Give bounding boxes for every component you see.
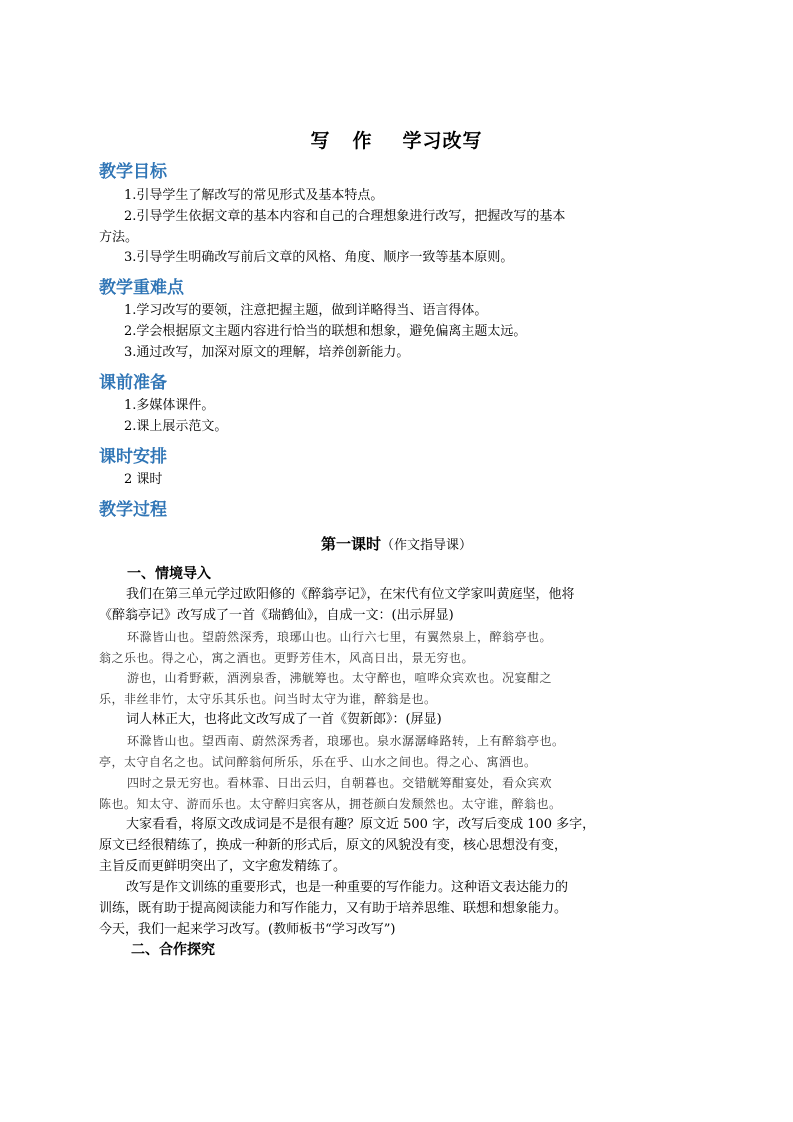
paragraph-line: 改写是作文训练的重要形式，也是一种重要的写作能力。这种语文表达能力的 <box>126 880 569 895</box>
paragraph-line: 原文已经很精练了，换成一种新的形式后，原文的风貌没有变，核心思想没有变， <box>99 838 568 853</box>
preparation-item: 2.课上展示范文。 <box>124 419 228 434</box>
schedule-item: 2 课时 <box>124 472 163 487</box>
poem-line: 亭，太守自名之也。试问醉翁何所乐，乐在乎、山水之间也。得之心、寓酒也。 <box>99 755 537 769</box>
page-title <box>0 126 793 153</box>
lesson-note: （作文指导课） <box>381 538 473 553</box>
paragraph-line: 主旨反而更鲜明突出了，文字愈发精练了。 <box>99 859 347 874</box>
mid-line: 词人林正大，也将此文改写成了一首《贺新郎》：(屏显) <box>126 712 442 727</box>
intro-line: 《醉翁亭记》改写成了一首《瑞鹤仙》，自成一文：(出示屏显) <box>99 608 454 623</box>
title-main: 学习改写 <box>402 130 483 152</box>
heading-key-points: 教学重难点 <box>99 278 184 298</box>
part-1-title: 一、情境导入 <box>127 566 211 582</box>
part-2-title: 二、合作探究 <box>131 942 215 958</box>
preparation-item: 1.多媒体课件。 <box>124 398 215 413</box>
paragraph-line: 今天，我们一起来学习改写。(教师板书“学习改写”) <box>99 922 396 937</box>
paragraph-line: 训练，既有助于提高阅读能力和写作能力，又有助于培养思维、联想和想象能力。 <box>99 901 568 916</box>
paragraph-line: 大家看看，将原文改成词是不是很有趣？原文近 500 字，改写后变成 100 多字， <box>126 817 596 832</box>
key-point-item: 1.学习改写的要领，注意把握主题，做到详略得当、语言得体。 <box>124 303 488 318</box>
poem-line: 乐，非丝非竹，太守乐其乐也。问当时太守为谁，醉翁是也。 <box>99 692 437 706</box>
poem-line: 翁之乐也。得之心，寓之酒也。更野芳佳木，风高日出，景无穷也。 <box>99 651 475 665</box>
key-point-item: 2.学会根据原文主题内容进行恰当的联想和想象，避免偏离主题太远。 <box>124 324 527 339</box>
poem-line: 陈也。知太守、游而乐也。太守醉归宾客从，拥苍颜白发颓然也。太守谁，醉翁也。 <box>99 797 562 811</box>
heading-teaching-goals: 教学目标 <box>99 162 167 182</box>
title-char-2: 作 <box>352 130 373 152</box>
title-char-1: 写 <box>310 130 331 152</box>
lesson-title-text: 第一课时 <box>320 535 381 553</box>
heading-schedule: 课时安排 <box>99 447 167 467</box>
heading-process: 教学过程 <box>99 500 167 520</box>
goal-item: 3.引导学生明确改写前后文章的风格、角度、顺序一致等基本原则。 <box>124 250 514 265</box>
poem-line: 环滁皆山也。望蔚然深秀，琅琊山也。山行六七里，有翼然泉上，醉翁亭也。 <box>127 630 553 644</box>
key-point-item: 3.通过改写，加深对原文的理解，培养创新能力。 <box>124 345 410 360</box>
poem-line: 环滁皆山也。望西南、蔚然深秀者，琅琊也。泉水潺潺峰路转，上有醉翁亭也。 <box>127 734 565 748</box>
lesson-title <box>0 533 793 554</box>
goal-item-continued: 方法。 <box>99 230 139 245</box>
poem-line: 游也，山肴野蔌，酒洌泉香，沸觥筹也。太守醉也，喧哗众宾欢也。况宴酣之 <box>127 671 553 685</box>
goal-item: 1.引导学生了解改写的常见形式及基本特点。 <box>124 188 384 203</box>
intro-line: 我们在第三单元学过欧阳修的《醉翁亭记》，在宋代有位文学家叫黄庭坚，他将 <box>126 587 575 602</box>
poem-line: 四时之景无穷也。看林霏、日出云归，自朝暮也。交错觥筹酣宴处，看众宾欢 <box>127 776 553 790</box>
heading-preparation: 课前准备 <box>99 373 167 393</box>
goal-item: 2.引导学生依据文章的基本内容和自己的合理想象进行改写，把握改写的基本 <box>124 209 566 224</box>
